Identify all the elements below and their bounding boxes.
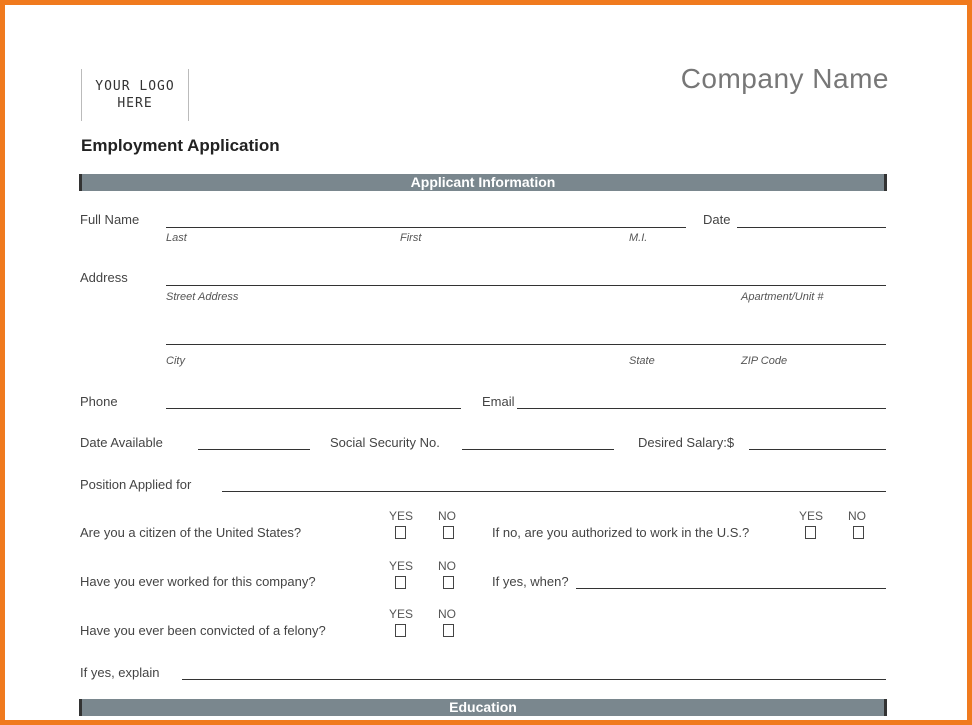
email-label: Email	[482, 394, 515, 409]
authorized-no-checkbox[interactable]	[853, 526, 864, 539]
authorized-yes-checkbox[interactable]	[805, 526, 816, 539]
citizen-no-checkbox[interactable]	[443, 526, 454, 539]
citizen-yes-label: YES	[389, 509, 414, 523]
first-name-caption: First	[400, 232, 422, 244]
explain-label: If yes, explain	[80, 665, 160, 680]
date-available-label: Date Available	[80, 435, 163, 450]
apartment-caption: Apartment/Unit #	[741, 291, 824, 303]
date-label: Date	[703, 212, 731, 227]
position-label: Position Applied for	[80, 477, 192, 492]
felony-no-checkbox[interactable]	[443, 624, 454, 637]
section-bar-education: Education	[79, 699, 887, 716]
phone-label: Phone	[80, 394, 118, 409]
middle-initial-caption: M.I.	[629, 232, 648, 244]
phone-input[interactable]	[166, 408, 461, 409]
ssn-label: Social Security No.	[330, 435, 440, 450]
zip-caption: ZIP Code	[741, 355, 788, 367]
authorized-no-label: NO	[848, 509, 866, 523]
state-caption: State	[629, 355, 655, 367]
section-bar-applicant: Applicant Information	[79, 174, 887, 191]
authorized-question: If no, are you authorized to work in the U.S.?	[492, 525, 750, 540]
authorized-yes-label: YES	[799, 509, 824, 523]
worked-no-checkbox[interactable]	[443, 576, 454, 589]
date-available-input[interactable]	[198, 449, 310, 450]
salary-input[interactable]	[749, 449, 886, 450]
address-label: Address	[80, 270, 128, 285]
worked-yes-label: YES	[389, 559, 414, 573]
explain-input[interactable]	[182, 679, 886, 680]
street-address-input[interactable]	[166, 285, 886, 286]
street-address-caption: Street Address	[166, 291, 239, 303]
logo-line-2: HERE	[117, 96, 153, 111]
full-name-input[interactable]	[166, 227, 686, 228]
citizen-yes-checkbox[interactable]	[395, 526, 406, 539]
application-page	[5, 5, 967, 720]
worked-no-label: NO	[438, 559, 456, 573]
felony-yes-checkbox[interactable]	[395, 624, 406, 637]
last-name-caption: Last	[166, 232, 187, 244]
felony-yes-label: YES	[389, 607, 414, 621]
city-state-zip-input[interactable]	[166, 344, 886, 345]
worked-when-input[interactable]	[576, 588, 886, 589]
date-input[interactable]	[737, 227, 886, 228]
salary-label: Desired Salary:$	[638, 435, 735, 450]
logo-line-1: YOUR LOGO	[95, 79, 175, 94]
worked-question: Have you ever worked for this company?	[80, 574, 316, 589]
citizen-question: Are you a citizen of the United States?	[80, 525, 302, 540]
form-title: Employment Application	[81, 136, 280, 155]
logo-placeholder	[81, 69, 189, 121]
worked-when-label: If yes, when?	[492, 574, 569, 589]
company-name: Company Name	[680, 63, 889, 94]
felony-question: Have you ever been convicted of a felony?	[80, 623, 326, 638]
citizen-no-label: NO	[438, 509, 456, 523]
city-caption: City	[166, 355, 185, 367]
ssn-input[interactable]	[462, 449, 614, 450]
worked-yes-checkbox[interactable]	[395, 576, 406, 589]
full-name-label: Full Name	[80, 212, 140, 227]
email-input[interactable]	[517, 408, 886, 409]
felony-no-label: NO	[438, 607, 456, 621]
position-input[interactable]	[222, 491, 886, 492]
